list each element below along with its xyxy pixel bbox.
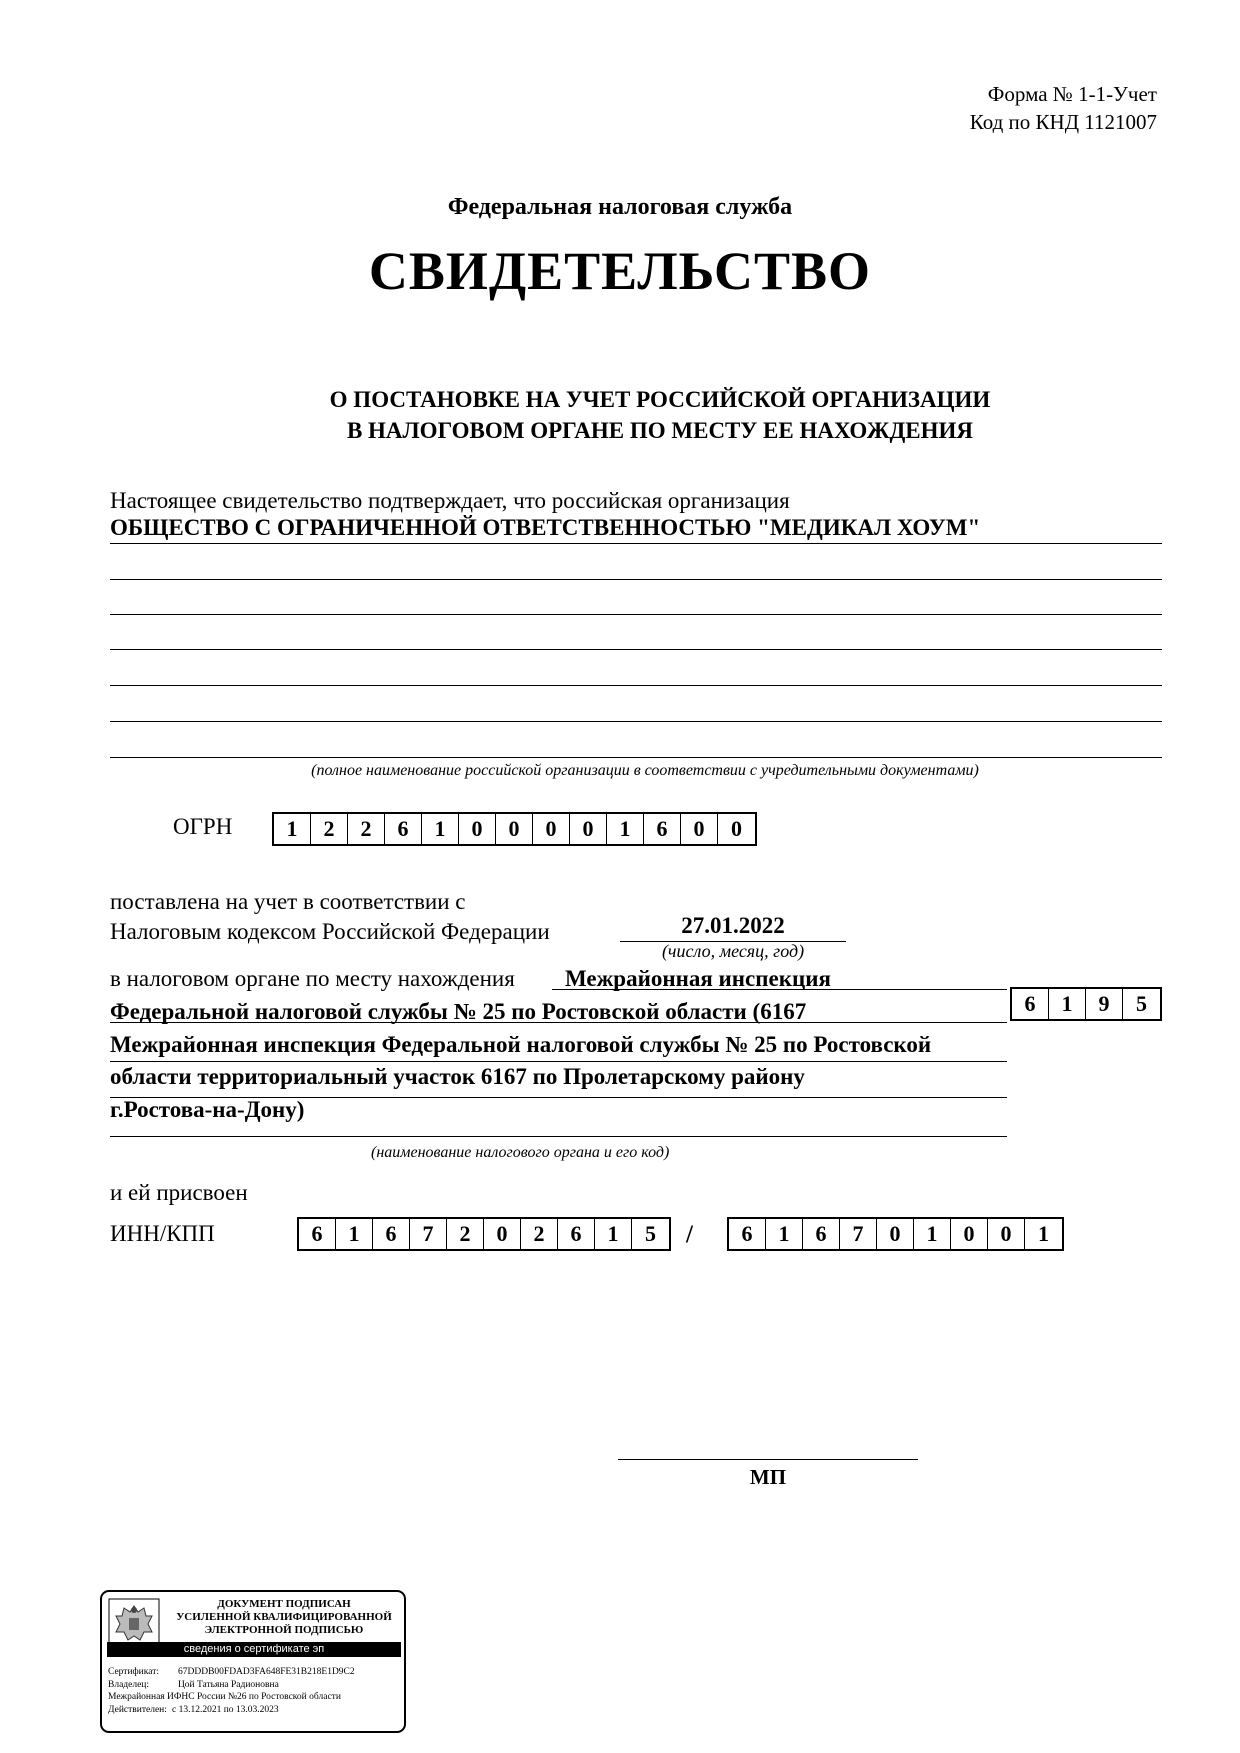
signature-line (618, 1459, 918, 1460)
org-line (110, 685, 1162, 686)
stamp-label: МП (749, 1465, 787, 1489)
certificate-label: Сертификат: (108, 1667, 160, 1677)
ogrn-digit: 0 (570, 814, 607, 844)
authority-line (552, 989, 1007, 990)
tax-authority-lead: в налоговом органе по месту нахождения (110, 966, 515, 991)
kpp-digits (727, 1217, 1064, 1251)
date-caption: (число, месяц, год) (661, 941, 805, 961)
kpp-digit: 1 (1038, 1221, 1049, 1246)
inn-digit: 1 (336, 1219, 373, 1249)
kpp-digit: 1 (914, 1219, 951, 1249)
inn-kpp-label: ИНН/КПП (110, 1221, 215, 1246)
inn-digit: 5 (645, 1221, 656, 1246)
registration-date: 27.01.2022 (681, 913, 785, 938)
form-number: Форма № 1-1-Учет (987, 82, 1157, 106)
kpp-digit: 0 (951, 1219, 988, 1249)
tax-authority-line: Межрайонная инспекция Федеральной налоговой службы № 25 по Ростовской (110, 1032, 932, 1057)
certificate-info-bar: сведения о сертификате эп (107, 1642, 401, 1657)
authority-caption: (наименование налогового органа и его код) (371, 1144, 670, 1161)
ogrn-digit: 0 (731, 816, 742, 841)
issuer-row: Межрайонная ИФНС России №26 по Ростовской области (108, 1692, 341, 1702)
kpp-digit: 1 (766, 1219, 803, 1249)
subtitle-line-1: О ПОСТАНОВКЕ НА УЧЕТ РОССИЙСКОЙ ОРГАНИЗАЦИИ (329, 387, 991, 412)
authority-title: Федеральная налоговая служба (447, 194, 793, 220)
inn-digit: 2 (521, 1219, 558, 1249)
form-info (970, 80, 1157, 136)
owner-value: Цой Татьяна Радионовна (178, 1679, 279, 1690)
ogrn-label: ОГРН (173, 814, 233, 839)
org-line (110, 757, 1162, 758)
authority-code-digit: 9 (1086, 989, 1123, 1019)
electronic-signature-stamp (100, 1590, 406, 1733)
intro-text: Настоящее свидетельство подтверждает, что российская организация (110, 488, 790, 513)
subtitle-line-2: В НАЛОГОВОМ ОРГАНЕ ПО МЕСТУ ЕЕ НАХОЖДЕНИЯ (346, 418, 974, 443)
ogrn-digits (272, 812, 757, 846)
certificate-details (108, 1666, 355, 1716)
signature-heading-line: УСИЛЕННОЙ КВАЛИФИЦИРОВАННОЙ (176, 1611, 392, 1623)
ogrn-digit: 1 (607, 814, 644, 844)
tax-authority-line: Межрайонная инспекция (565, 966, 831, 991)
kpp-digit: 0 (988, 1219, 1025, 1249)
inn-digit: 6 (299, 1219, 336, 1249)
tax-authority-line: г.Ростова-на-Дону) (110, 1097, 305, 1122)
inn-digit: 2 (447, 1219, 484, 1249)
authority-line (110, 1022, 1007, 1023)
tax-authority-line: Федеральной налоговой службы № 25 по Ростовской области (6167 (110, 999, 807, 1024)
authority-code-digit: 6 (1012, 989, 1049, 1019)
inn-digit: 1 (595, 1219, 632, 1249)
signature-heading (164, 1598, 404, 1637)
ogrn-digit: 1 (274, 814, 311, 844)
subtitle (0, 384, 1240, 446)
ogrn-digit: 6 (385, 814, 422, 844)
kpp-digit: 0 (877, 1219, 914, 1249)
org-line (110, 579, 1162, 580)
kpp-digit: 6 (803, 1219, 840, 1249)
registration-line-2: Налоговым кодексом Российской Федерации (110, 919, 550, 944)
certificate-value: 67DDDB00FDAD3FA648FE31B218E1D9C2 (178, 1667, 355, 1677)
inn-kpp-separator: / (686, 1221, 693, 1248)
authority-code-digit: 5 (1136, 991, 1147, 1016)
signature-heading-line: ДОКУМЕНТ ПОДПИСАН (217, 1598, 351, 1610)
authority-code-digits (1010, 987, 1162, 1021)
validity-label: Действителен: (108, 1704, 167, 1715)
ogrn-digit: 0 (533, 814, 570, 844)
org-line (110, 543, 1162, 544)
validity-row (108, 1704, 355, 1717)
tax-authority-line: области территориальный участок 6167 по Пролетарскому району (110, 1064, 805, 1089)
ogrn-digit: 0 (496, 814, 533, 844)
ogrn-digit: 2 (348, 814, 385, 844)
signature-heading-line: ЭЛЕКТРОННОЙ ПОДПИСЬЮ (204, 1624, 364, 1636)
page-title: СВИДЕТЕЛЬСТВО (368, 241, 872, 301)
org-line (110, 721, 1162, 722)
inn-digit: 7 (410, 1219, 447, 1249)
owner-row (108, 1679, 355, 1692)
organization-name: ОБЩЕСТВО С ОГРАНИЧЕННОЙ ОТВЕТСТВЕННОСТЬЮ "МЕДИКАЛ ХОУМ" (110, 515, 981, 540)
org-line (110, 649, 1162, 650)
ogrn-digit: 2 (311, 814, 348, 844)
certificate-row (108, 1666, 355, 1679)
inn-digits (297, 1217, 671, 1251)
kpp-digit: 7 (840, 1219, 877, 1249)
org-line (110, 614, 1162, 615)
authority-line (110, 1136, 1007, 1137)
inn-digit: 0 (484, 1219, 521, 1249)
knd-code: Код по КНД 1121007 (969, 110, 1157, 134)
ogrn-digit: 0 (681, 814, 718, 844)
authority-line (110, 1061, 1007, 1062)
owner-label: Владелец: (108, 1679, 150, 1690)
inn-digit: 6 (373, 1219, 410, 1249)
kpp-digit: 6 (729, 1219, 766, 1249)
ogrn-digit: 6 (644, 814, 681, 844)
ogrn-digit: 1 (422, 814, 459, 844)
authority-code-digit: 1 (1049, 989, 1086, 1019)
inn-digit: 6 (558, 1219, 595, 1249)
registration-line-1: поставлена на учет в соответствии с (110, 889, 466, 914)
assigned-label: и ей присвоен (110, 1180, 248, 1205)
validity-value: с 13.12.2021 по 13.03.2023 (172, 1704, 279, 1715)
ogrn-digit: 0 (459, 814, 496, 844)
org-caption: (полное наименование российской организации в соответствии с учредительными документами) (311, 762, 979, 779)
